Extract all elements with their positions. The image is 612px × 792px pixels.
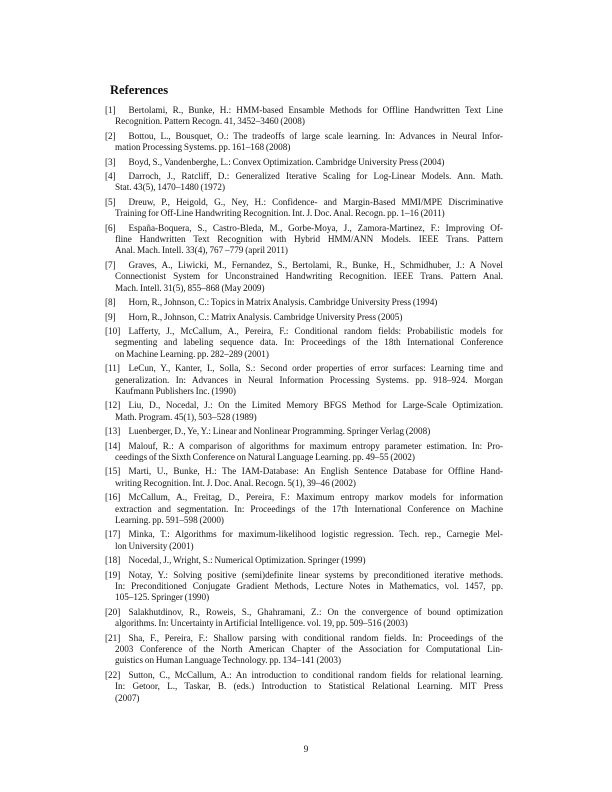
reference-line: Connectionist System for Unconstrained Handwriting Recognition. IEEE Trans. Pattern Anal. — [115, 271, 503, 282]
reference-text: Horn, R., Johnson, C.: Matrix Analysis. Cambridge University Press (2005) — [128, 311, 403, 322]
reference-line — [105, 492, 503, 503]
reference-number: [1] — [105, 105, 116, 115]
reference-number: [13] — [105, 426, 121, 437]
reference-line — [105, 529, 503, 540]
reference-line — [105, 570, 503, 581]
reference-text: Liu, D., Nocedal, J.: On the Limited Memory BFGS Method for Large-Scale Optimization. — [128, 400, 503, 411]
reference-number: [21] — [105, 632, 121, 643]
reference-item — [105, 363, 503, 397]
reference-line — [105, 607, 503, 618]
reference-text: Minka, T.: Algorithms for maximum-likelihood logistic regression. Tech. rep., Carnegie Mel- — [128, 529, 503, 540]
reference-line: writing Recognition. Int. J. Doc. Anal. Recogn. 5(1), 39–46 (2002) — [115, 477, 356, 488]
reference-number: [11] — [105, 363, 120, 374]
reference-line: Anal. Mach. Intell. 33(4), 767 –779 (april 2011) — [115, 245, 288, 256]
reference-item — [105, 157, 503, 168]
reference-text: Luenberger, D., Ye, Y.: Linear and Nonlinear Programming. Springer Verlag (2008) — [128, 426, 431, 437]
reference-number: [14] — [105, 440, 121, 451]
reference-line — [105, 633, 503, 644]
reference-line — [105, 426, 503, 437]
reference-text: Dreuw, P., Heigold, G., Ney, H.: Confidence- and Margin-Based MMI/MPE Discriminative — [128, 196, 503, 207]
reference-line: 105–125. Springer (1990) — [115, 592, 210, 603]
reference-number: [18] — [105, 555, 121, 566]
reference-line — [105, 157, 503, 168]
reference-item — [105, 260, 503, 294]
reference-text: Bottou, L., Bousquet, O.: The tradeoffs of large scale learning. In: Advances in Neural Infor- — [128, 130, 503, 141]
reference-line: In: Preconditioned Conjugate Gradient Methods, Lecture Notes in Mathematics, vol. 1457, pp. — [115, 581, 503, 592]
reference-line: segmenting and labeling sequence data. In: Proceedings of the 18th International Conference — [115, 337, 503, 348]
reference-number: [15] — [105, 466, 121, 477]
reference-text: Boyd, S., Vandenberghe, L.: Convex Optimization. Cambridge University Press (2004) — [128, 156, 445, 167]
reference-text: Sutton, C., McCallum, A.: An introduction to conditional random fields for relational learning. — [128, 669, 503, 680]
reference-line: ceedings of the Sixth Conference on Natural Language Learning. pp. 49–55 (2002) — [115, 451, 415, 462]
reference-line: Recognition. Pattern Recogn. 41, 3452–3460 (2008) — [115, 116, 305, 127]
reference-item — [105, 670, 503, 704]
reference-text: Malouf, R.: A comparison of algorithms for maximum entropy parameter estimation. In: Pro- — [128, 440, 503, 451]
reference-number: [9] — [105, 311, 116, 322]
reference-number: [6] — [105, 222, 116, 233]
reference-text: Bertolami, R., Bunke, H.: HMM-based Ensamble Methods for Offline Handwritten Text Line — [128, 105, 503, 115]
reference-item — [105, 441, 503, 464]
reference-item — [105, 197, 503, 220]
reference-item — [105, 400, 503, 423]
reference-number: [8] — [105, 297, 116, 308]
reference-line — [105, 466, 503, 477]
reference-text: Lafferty, J., McCallum, A., Pereira, F.: Conditional random fields: Probabilistic models for — [128, 325, 503, 336]
reference-number: [4] — [105, 171, 116, 182]
reference-line: guistics on Human Language Technology. pp. 134–141 (2003) — [115, 655, 342, 666]
page-number: 9 — [303, 745, 309, 755]
reference-line — [105, 197, 503, 208]
reference-text: Salakhutdinov, R., Roweis, S., Ghahramani, Z.: On the convergence of bound optimization — [128, 606, 503, 617]
reference-number: [17] — [105, 529, 121, 540]
reference-line: fline Handwritten Text Recognition with Hybrid HMM/ANN Models. IEEE Trans. Pattern — [115, 234, 503, 245]
reference-line — [105, 400, 503, 411]
reference-item — [105, 466, 503, 489]
reference-line — [105, 363, 503, 374]
reference-item — [105, 492, 503, 526]
reference-item — [105, 105, 503, 128]
reference-item — [105, 326, 503, 360]
reference-text: Marti, U., Bunke, H.: The IAM-Database: An English Sentence Database for Offline Hand- — [128, 466, 503, 477]
reference-text: Horn, R., Johnson, C.: Topics in Matrix Analysis. Cambridge University Press (1994) — [128, 297, 438, 308]
reference-line — [105, 670, 503, 681]
reference-line: Stat. 43(5), 1470–1480 (1972) — [115, 182, 226, 193]
reference-number: [2] — [105, 130, 116, 141]
reference-item — [105, 529, 503, 552]
reference-number: [16] — [105, 492, 121, 503]
reference-item — [105, 131, 503, 154]
reference-text: Sha, F., Pereira, F.: Shallow parsing with conditional random fields. In: Proceedings of the — [128, 632, 503, 643]
reference-item — [105, 297, 503, 308]
reference-line: Learning. pp. 591–598 (2000) — [115, 515, 224, 525]
reference-line — [105, 171, 503, 182]
reference-item — [105, 607, 503, 630]
reference-number: [3] — [105, 156, 116, 167]
reference-item — [105, 426, 503, 437]
reference-list — [105, 105, 503, 704]
references-heading: References — [110, 83, 169, 97]
reference-line — [105, 297, 503, 308]
reference-item — [105, 633, 503, 667]
reference-line — [105, 223, 503, 234]
reference-line — [105, 326, 503, 337]
reference-line — [105, 312, 503, 323]
reference-line — [105, 260, 503, 271]
reference-text: LeCun, Y., Kanter, I., Solla, S.: Second order properties of error surfaces: Learning time and — [128, 363, 503, 374]
reference-text: McCallum, A., Freitag, D., Pereira, F.: Maximum entropy markov models for information — [128, 492, 503, 503]
reference-line — [105, 441, 503, 452]
references-section — [105, 84, 503, 707]
reference-line: mation Processing Systems. pp. 161–168 (2008) — [115, 142, 291, 153]
reference-line: Mach. Intell. 31(5), 855–868 (May 2009) — [115, 282, 265, 293]
reference-line — [105, 131, 503, 142]
reference-line: lon University (2001) — [115, 540, 194, 551]
reference-item — [105, 171, 503, 194]
reference-line: Kaufmann Publishers Inc. (1990) — [115, 385, 236, 396]
reference-text: Nocedal, J., Wright, S.: Numerical Optimization. Springer (1999) — [128, 555, 366, 566]
reference-item — [105, 570, 503, 604]
reference-number: [19] — [105, 569, 121, 580]
reference-text: Notay, Y.: Solving positive (semi)definite linear systems by preconditioned iterative methods. — [128, 569, 503, 580]
reference-line: Math. Program. 45(1), 503–528 (1989) — [115, 411, 257, 422]
reference-text: Darroch, J., Ratcliff, D.: Generalized Iterative Scaling for Log-Linear Models. Ann. Math. — [128, 171, 503, 182]
reference-number: [7] — [105, 259, 116, 270]
reference-line: extraction and segmentation. In: Proceedings of the 17th International Conference on Machine — [115, 503, 503, 514]
reference-text: España-Boquera, S., Castro-Bleda, M., Gorbe-Moya, J., Zamora-Martinez, F.: Improving Of- — [128, 222, 503, 233]
reference-line: (2007) — [115, 692, 140, 703]
reference-line — [105, 105, 503, 116]
reference-number: [12] — [105, 400, 121, 411]
reference-number: [22] — [105, 669, 121, 680]
reference-line: 2003 Conference of the North American Chapter of the Association for Computational Lin- — [115, 644, 503, 655]
reference-item — [105, 223, 503, 257]
reference-line: In: Getoor, L., Taskar, B. (eds.) Introduction to Statistical Relational Learning. MIT Press — [115, 681, 503, 692]
reference-line: Training for Off-Line Handwriting Recognition. Int. J. Doc. Anal. Recogn. pp. 1–16 (2011) — [115, 208, 445, 219]
reference-line: generalization. In: Advances in Neural Information Processing Systems. pp. 918–924. Morgan — [115, 374, 503, 385]
reference-number: [20] — [105, 606, 121, 617]
reference-text: Graves, A., Liwicki, M., Fernandez, S., Bertolami, R., Bunke, H., Schmidhuber, J.: A Novel — [128, 259, 503, 270]
reference-line: on Machine Learning. pp. 282–289 (2001) — [115, 348, 269, 359]
reference-number: [5] — [105, 196, 116, 207]
reference-item — [105, 555, 503, 566]
reference-item — [105, 312, 503, 323]
reference-line — [105, 555, 503, 566]
reference-number: [10] — [105, 325, 121, 336]
reference-line: algorithms. In: Uncertainty in Artificial Intelligence. vol. 19, pp. 509–516 (2003) — [115, 618, 408, 629]
